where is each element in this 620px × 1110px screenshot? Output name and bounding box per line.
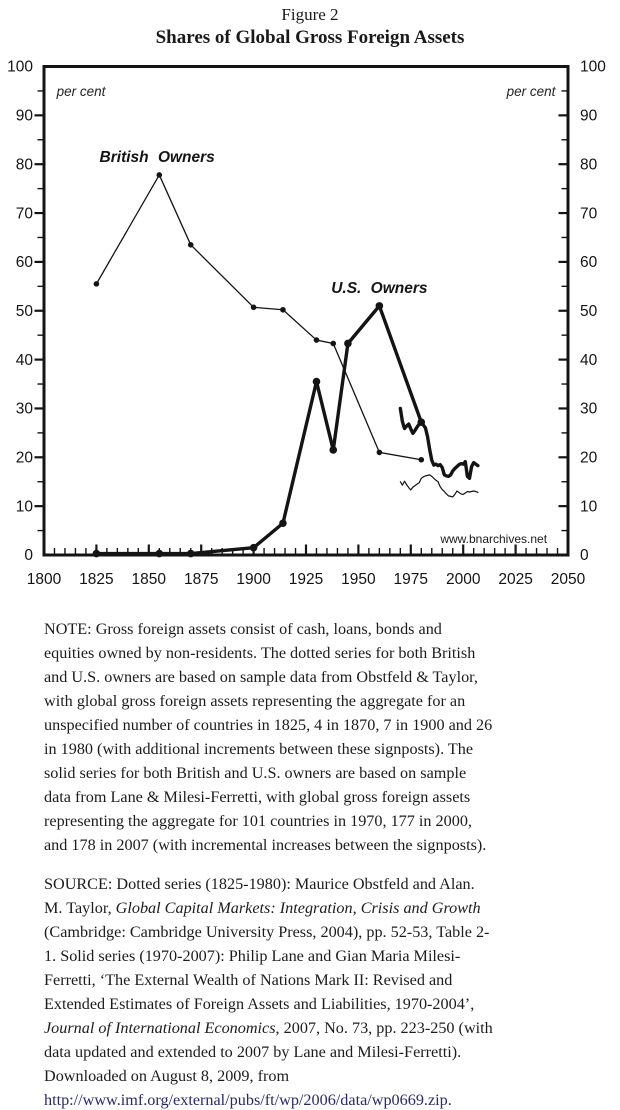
- text-run: representing the aggregate for 101 countries in 1970, 177 in 2000,: [44, 812, 472, 830]
- plot-border: [44, 67, 568, 556]
- text-run: (Cambridge: Cambridge University Press, 2004), pp. 52-53, Table 2-: [44, 923, 490, 941]
- data-point-marker: [93, 550, 101, 558]
- y-tick-label-right: 50: [580, 302, 598, 320]
- data-point-marker: [330, 341, 336, 347]
- text-line: [44, 617, 589, 641]
- series-line: [96, 175, 421, 460]
- text-run: M. Taylor,: [44, 899, 116, 917]
- per-cent-right: per cent: [506, 83, 556, 99]
- data-point-marker: [418, 457, 424, 463]
- text-run: Global Capital Markets: Integration, Crisis and Growth: [115, 899, 481, 917]
- text-line: [44, 992, 589, 1016]
- y-axis-ticks-right: [559, 91, 567, 531]
- text-run: and 178 in 2007 (with incremental increases between the signposts).: [44, 836, 487, 854]
- us-owners-label: U.S. Owners: [331, 280, 428, 298]
- text-line: [44, 785, 589, 809]
- text-run: 1. Solid series (1970-2007): Philip Lane and Gian Maria Milesi-: [44, 947, 461, 965]
- y-tick-label-left: 80: [15, 156, 33, 174]
- text-run: in 1980 (with additional increments between these signposts). The: [44, 740, 474, 758]
- source-paragraph: [44, 872, 589, 1110]
- text-line: [44, 689, 589, 713]
- watermark: www.bnarchives.net: [440, 531, 548, 546]
- y-axis-labels-right: [580, 59, 606, 565]
- y-tick-label-right: 30: [580, 400, 598, 418]
- x-tick-label: 1875: [183, 571, 219, 588]
- series-us-lane-milesi-ferretti: [400, 408, 478, 478]
- y-tick-label-left: 40: [15, 351, 33, 369]
- x-tick-label: 2000: [445, 571, 481, 588]
- text-line: [44, 944, 589, 968]
- x-tick-label: 1900: [236, 571, 271, 588]
- series-british-obstfeld-taylor: [94, 172, 424, 462]
- data-point-marker: [94, 281, 100, 287]
- text-line: [44, 713, 589, 737]
- text-line: [44, 872, 589, 896]
- text-line: [44, 833, 589, 857]
- imf-download-link[interactable]: http://www.imf.org/external/pubs/ft/wp/2006/data/wp0669.zip.: [44, 1091, 452, 1109]
- text-run: Journal of International Economics: [44, 1019, 276, 1037]
- x-tick-label: 1825: [79, 571, 114, 588]
- data-point-marker: [344, 340, 352, 348]
- y-tick-label-left: 70: [15, 205, 33, 223]
- y-tick-label-left: 30: [15, 400, 33, 418]
- y-tick-label-right: 40: [580, 351, 598, 369]
- y-tick-label-left: 10: [15, 498, 33, 516]
- text-run: SOURCE: Dotted series (1825-1980): Maurice Obstfeld and Alan.: [44, 875, 475, 893]
- x-tick-label: 1950: [341, 571, 376, 588]
- per-cent-left: per cent: [56, 83, 106, 99]
- text-run: data updated and extended to 2007 by Lane and Milesi-Ferretti).: [44, 1043, 462, 1061]
- y-tick-label-right: 10: [580, 498, 598, 516]
- data-point-marker: [314, 337, 320, 343]
- text-run: solid series for both British and U.S. owners are based on sample: [44, 764, 467, 782]
- figure-label: Figure 2: [281, 5, 339, 24]
- data-point-marker: [329, 446, 337, 454]
- text-run: and U.S. owners are based on sample data from Obstfeld & Taylor,: [44, 668, 478, 686]
- text-line: [44, 737, 589, 761]
- text-run: with global gross foreign assets representing the aggregate for an: [44, 692, 466, 710]
- series-us-obstfeld-taylor: [93, 302, 425, 557]
- series-british-lane-milesi-ferretti: [400, 475, 478, 497]
- text-run: data from Lane & Milesi-Ferretti, with global gross foreign assets: [44, 788, 471, 806]
- text-line: [44, 1064, 589, 1088]
- data-point-marker: [188, 242, 194, 248]
- text-line: [44, 1040, 589, 1064]
- data-point-marker: [187, 550, 195, 558]
- data-point-marker: [376, 302, 384, 310]
- text-run: , 2007, No. 73, pp. 223-250 (with: [275, 1019, 493, 1037]
- x-axis-labels: [27, 571, 586, 588]
- x-tick-label: 1975: [393, 571, 429, 588]
- data-point-marker: [313, 378, 321, 386]
- text-line: [44, 1016, 589, 1040]
- y-tick-label-left: 20: [15, 449, 33, 467]
- y-tick-label-right: 70: [580, 205, 598, 223]
- y-tick-label-left: 60: [15, 254, 33, 272]
- y-tick-label-left: 100: [7, 58, 33, 76]
- text-line: [44, 920, 589, 944]
- data-point-marker: [280, 307, 286, 313]
- text-run: Ferretti, ‘The External Wealth of Nations Mark II: Revised and: [44, 971, 453, 989]
- series-line: [400, 408, 478, 478]
- text-line: [44, 665, 589, 689]
- data-point-marker: [155, 550, 163, 558]
- text-line: [44, 641, 589, 665]
- y-tick-label-right: 90: [580, 107, 598, 125]
- y-tick-label-right: 100: [580, 58, 606, 76]
- text-line: [44, 761, 589, 785]
- text-line: [44, 1088, 589, 1110]
- y-tick-label-left: 50: [15, 302, 33, 320]
- data-point-marker: [251, 305, 257, 311]
- x-tick-label: 2025: [498, 571, 533, 588]
- x-tick-label: 1800: [26, 571, 62, 588]
- data-point-marker: [279, 519, 287, 527]
- british-owners-label: British Owners: [99, 149, 215, 167]
- text-run: unspecified number of countries in 1825, 4 in 1870, 7 in 1900 and 26: [44, 716, 493, 734]
- data-point-marker: [156, 172, 162, 178]
- y-tick-label-right: 0: [580, 547, 589, 565]
- text-line: [44, 896, 589, 920]
- x-tick-label: 1925: [288, 571, 324, 588]
- y-tick-label-left: 90: [15, 107, 33, 125]
- text-run: Downloaded on August 8, 2009, from: [44, 1067, 290, 1085]
- text-line: [44, 809, 589, 833]
- x-tick-label: 2050: [550, 571, 586, 588]
- y-tick-label-right: 60: [580, 254, 598, 272]
- text-run: NOTE: Gross foreign assets consist of cash, loans, bonds and: [44, 620, 442, 638]
- x-tick-label: 1850: [131, 571, 167, 588]
- series-line: [96, 306, 421, 554]
- series-line: [400, 475, 478, 497]
- y-axis-labels-left: [7, 59, 33, 565]
- note-paragraph: [44, 617, 589, 857]
- text-run: equities owned by non-residents. The dotted series for both British: [44, 644, 476, 662]
- data-point-marker: [377, 450, 383, 456]
- y-tick-label-right: 20: [580, 449, 598, 467]
- y-tick-label-right: 80: [580, 156, 598, 174]
- page-title: Shares of Global Gross Foreign Assets: [155, 27, 465, 48]
- text-line: [44, 968, 589, 992]
- data-point-marker: [250, 544, 258, 552]
- y-tick-label-left: 0: [24, 547, 33, 565]
- text-run: Extended Estimates of Foreign Assets and Liabilities, 1970-2004’,: [44, 995, 475, 1013]
